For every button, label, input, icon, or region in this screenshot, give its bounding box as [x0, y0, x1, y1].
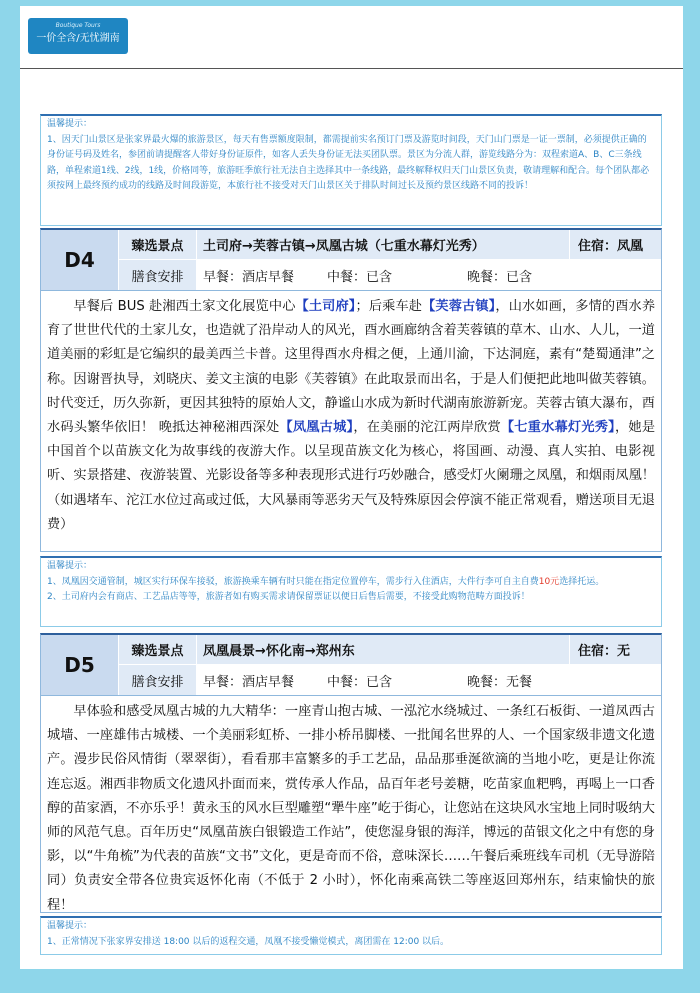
- itinerary-paragraph: 早餐后 BUS 赴湘西土家文化展览中心【土司府】；后乘车赴【芙蓉古镇】，山水如画，多情的酉水养育了世世代代的土家儿女，也造就了沿岸动人的风光，酉水画廊纳含着芙蓉镇的草木、山水、人儿，一道道美丽的彩虹是它编织的最美西兰卡普。这里得酉水舟楫之便，上通川渝，下达洞庭，素有“楚蜀通津”之称。因谢晋执导，刘晓庆、姜文主演的电影《芙蓉镇》在此取景而出名，于是人们便把此地叫做芙蓉镇。时代变迁，历久弥新，更因其独特的原始人文，静谧山水成为新时代湖南旅游新宠。芙蓉古镇大瀑布，酉水码头繁华依旧！ 晚抵达神秘湘西深处【凤凰古城】，在美丽的沱江两岸欣赏【七重水幕灯光秀】，她是中国首个以苗族文化为故事线的夜游大作。以呈现苗族文化为核心，将国画、动漫、真人实拍、电影视听、实景搭建、夜游装置、光影设备等多种表现形式进行巧妙融合，感受灯火阑珊之凤凰，和烟雨凤凰！（如遇堵车、沱江水位过高或过低，大风暴雨等恶劣天气及特殊原因会停演不能正常观看，赠送项目无退费）: [47, 299, 656, 532]
- tips-title: 温馨提示：: [47, 119, 93, 129]
- highlight-lightshow: 【七重水幕灯光秀】: [500, 420, 615, 436]
- day-d4-header: [40, 228, 662, 291]
- day-number: D5: [41, 635, 119, 695]
- lunch: 中餐：已含: [327, 674, 393, 690]
- highlight-tusifu: 【土司府】: [295, 299, 356, 314]
- spot-label: 臻选景点: [119, 230, 197, 259]
- logo-title: 一价全含/无忧湖南: [36, 33, 120, 44]
- tips-text: 1、因天门山景区是张家界最火爆的旅游景区，每天有售票额度限制，都需提前实名预订门票及游览时间段，天门山门票是一证一票制，必须提供正确的身份证号码及姓名，参团前请提醒客人带好身份证原件，如客人丢失身份证无法买团队票。景区为分流人群，游览线路分为：双程索道A、B、C三条线路，单程索道1线、2线，1线，价格同等，旅游旺季旅行社无法自主选择其中一条线路，最终解释权归天门山景区负责，敬请理解和配合。每个团队都必须按网上最终预约成功的线路及时间段游览，本旅行社不接受对天门山景区关于排队时间过长及预约景区线路不同的投诉！: [47, 134, 650, 191]
- highlight-furong: 【芙蓉古镇】: [422, 299, 496, 314]
- breakfast: 早餐：酒店早餐: [203, 269, 295, 285]
- day-number: D4: [41, 230, 119, 290]
- day-d5-header: [40, 633, 662, 696]
- dinner: 晚餐：已含: [467, 269, 533, 285]
- tips-title: 温馨提示：: [47, 921, 93, 931]
- tips-title: 温馨提示：: [47, 561, 93, 571]
- accommodation: 住宿：无: [578, 644, 631, 659]
- page: [20, 6, 683, 969]
- brand-logo: [28, 18, 128, 54]
- tips-line-2: 2、土司府内会有商店、工艺品店等等，旅游者如有购买需求请保留票证以便日后售后需要，不接受此购物范畴方面投诉！: [47, 592, 530, 602]
- highlight-fenghuang: 【凤凰古城】: [279, 420, 354, 436]
- logo-tagline: Boutique Tours: [55, 22, 101, 29]
- accommodation: 住宿：凤凰: [578, 239, 644, 254]
- tips-box-fenghuang: [40, 556, 662, 627]
- fee-amount: 10元: [538, 576, 560, 587]
- breakfast: 早餐：酒店早餐: [203, 674, 295, 690]
- day-route: 凤凰晨景→怀化南→郑州东: [197, 635, 570, 664]
- day-d5-itinerary: [40, 696, 662, 913]
- meal-label: 膳食安排: [119, 260, 197, 290]
- spot-label: 臻选景点: [119, 635, 197, 664]
- day-d4-itinerary: [40, 291, 662, 552]
- lunch: 中餐：已含: [327, 269, 393, 285]
- tips-box-tianmen: [40, 114, 662, 226]
- tips-box-return: [40, 916, 662, 955]
- header-divider: [20, 68, 683, 69]
- dinner: 晚餐：无餐: [467, 674, 533, 690]
- day-route: 土司府→芙蓉古镇→凤凰古城（七重水幕灯光秀）: [197, 230, 570, 259]
- tips-text: 1、正常情况下张家界安排送 18:00 以后的返程交通，凤凰不接受懒觉模式，离团需在 12:00 以后。: [47, 936, 450, 947]
- meal-label: 膳食安排: [119, 665, 197, 695]
- tips-line-1: 1、凤凰因交通管制，城区实行环保车接驳，旅游换乘车辆有时只能在指定位置停车，需步行入住酒店，大件行李可自主自费10元选择托运。: [47, 576, 605, 587]
- itinerary-paragraph: 早体验和感受凤凰古城的九大精华：一座青山抱古城、一泓沱水绕城过、一条红石板街、一道凤西古城墙、一座雄伟古城楼、一个美丽彩虹桥、一排小桥吊脚楼、一批闻名世界的人、一个国家级非遗文化遗产。漫步民俗风情街（翠翠街），看看那丰富繁多的手工艺品，品品那垂涎欲滴的当地小吃，更是让你流连忘返。湘西非物质文化遗风扑面而来，赏传承人作品，品百年老号姜糖，吃苗家血粑鸭，再喝上一口香醇的苗家酒，不亦乐乎！黄永玉的风水巨型雕塑“犟牛座”屹于街心，让您站在这块风水宝地上同时吸纳大师的风范气息。百年历史“凤凰苗族白银锻造工作站”，使您湿身银的海洋，博远的苗银文化之中有您的身影，以“牛角梳”为代表的苗族“文书”文化，更是奇而不俗，意味深长……午餐后乘班线车司机（无导游陪同）负责安全带各位贵宾返怀化南（不低于 2 小时），怀化南乘高铁二等座返回郑州东，结束愉快的旅程！: [47, 704, 655, 913]
